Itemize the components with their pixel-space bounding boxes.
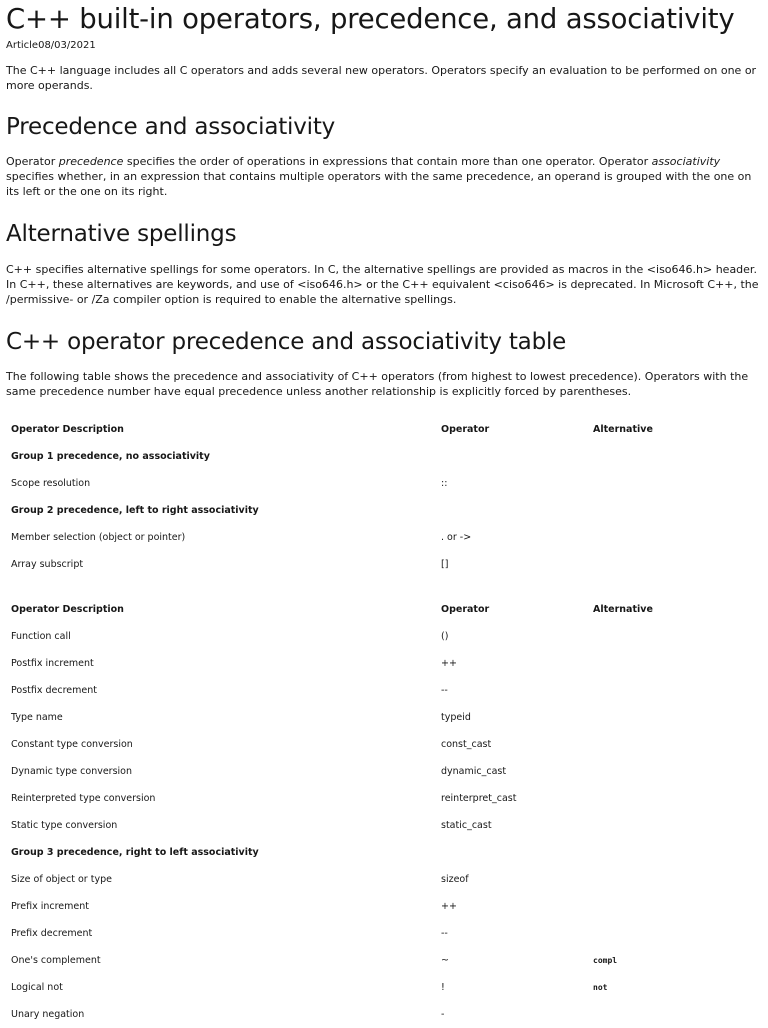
precedence-text-3: specifies whether, in an expression that contains multiple operators with the same precedence, an operand is grouped with the one on its left or the one on its right.	[6, 170, 752, 198]
operator-cell: ::	[441, 478, 448, 489]
alternative-cell	[588, 866, 762, 893]
operator-cell: []	[441, 559, 449, 570]
table-row	[6, 650, 762, 677]
alternative-cell	[588, 551, 762, 578]
precedence-term: precedence	[58, 155, 124, 168]
table-row	[6, 677, 762, 704]
operator-description-cell: Reinterpreted type conversion	[11, 793, 156, 804]
operator-cell: dynamic_cast	[441, 766, 507, 777]
table-intro-paragraph: The following table shows the precedence and associativity of C++ operators (from highest to lowest precedence). Operators with the same precedence number have equal precedence unless another relationship is explicitly forced by parentheses.	[6, 370, 749, 398]
operator-description-cell: Constant type conversion	[11, 739, 133, 750]
operator-description-cell: Type name	[11, 712, 63, 723]
table-row	[6, 470, 762, 497]
operator-description-cell: Postfix increment	[11, 658, 94, 669]
precedence-text-2: specifies the order of operations in expressions that contain more than one operator. Operator	[123, 155, 652, 168]
table-row	[6, 551, 762, 578]
page-title: C++ built-in operators, precedence, and associativity	[6, 3, 735, 35]
header-description: Operator Description	[11, 604, 124, 615]
operator-description-cell: Array subscript	[11, 559, 84, 570]
operator-cell: . or ->	[441, 532, 472, 543]
alternative-cell	[588, 731, 762, 758]
table-row	[6, 731, 762, 758]
table-row	[6, 623, 762, 650]
precedence-paragraph	[6, 154, 762, 199]
alternative-cell	[588, 785, 762, 812]
heading-precedence: Precedence and associativity	[6, 114, 336, 140]
table-row	[6, 704, 762, 731]
table-row	[6, 812, 762, 839]
alternative-cell	[588, 623, 762, 650]
alternative-cell	[588, 812, 762, 839]
operator-description-cell: Static type conversion	[11, 820, 118, 831]
alternative-cell	[588, 677, 762, 704]
operator-cell: static_cast	[441, 820, 492, 831]
alternative-cell	[588, 758, 762, 785]
operator-description-cell: Function call	[11, 631, 71, 642]
article-meta: Article08/03/2021	[6, 40, 96, 51]
alternative-cell	[588, 920, 762, 947]
operator-description-cell: Logical not	[11, 982, 63, 993]
table-group-row	[6, 839, 762, 866]
operator-cell: ~	[441, 955, 449, 966]
header-alternative: Alternative	[593, 424, 653, 435]
table-row	[6, 920, 762, 947]
table-row	[6, 974, 762, 1001]
group-label: Group 2 precedence, left to right associativity	[11, 505, 259, 516]
operator-cell: ++	[441, 901, 457, 912]
operator-description-cell: Scope resolution	[11, 478, 91, 489]
alternative-cell: not	[593, 983, 608, 992]
operator-cell: !	[441, 982, 445, 993]
alternative-cell	[588, 650, 762, 677]
alternative-cell	[588, 524, 762, 551]
header-description: Operator Description	[11, 424, 124, 435]
alternative-cell: compl	[593, 956, 618, 965]
table-row	[6, 758, 762, 785]
operator-description-cell: Prefix decrement	[11, 928, 93, 939]
operator-cell: const_cast	[441, 739, 492, 750]
header-alternative: Alternative	[593, 604, 653, 615]
group-label: Group 3 precedence, right to left associativity	[11, 847, 259, 858]
operator-cell: typeid	[441, 712, 471, 723]
table-header-row	[6, 416, 762, 443]
operator-cell: sizeof	[441, 874, 469, 885]
header-operator: Operator	[441, 604, 490, 615]
operator-table-2	[6, 596, 762, 1028]
intro-paragraph: The C++ language includes all C operators and adds several new operators. Operators specify an evaluation to be performed on one or more operands.	[6, 64, 757, 92]
operator-table-1	[6, 416, 762, 578]
heading-operator-table: C++ operator precedence and associativity table	[6, 329, 567, 355]
precedence-text-1: Operator	[6, 155, 59, 168]
operator-description-cell: Size of object or type	[11, 874, 112, 885]
table-row	[6, 866, 762, 893]
operator-cell: --	[441, 685, 448, 696]
associativity-term: associativity	[651, 155, 721, 168]
alternative-cell	[588, 893, 762, 920]
table-row	[6, 524, 762, 551]
operator-description-cell: Postfix decrement	[11, 685, 97, 696]
alternative-cell	[588, 470, 762, 497]
alternative-paragraph: C++ specifies alternative spellings for some operators. In C, the alternative spellings are provided as macros in the <iso646.h> header. In C++, these alternatives are keywords, and use of <iso646.h> or the C++ equivalent <ciso646> is deprecated. In Microsoft C++, the /permissive- or /Za compiler option is required to enable the alternative spellings.	[6, 263, 759, 306]
operator-description-cell: Unary negation	[11, 1009, 85, 1020]
operator-cell: reinterpret_cast	[441, 793, 517, 804]
operator-cell: -	[441, 1009, 445, 1020]
group-label: Group 1 precedence, no associativity	[11, 451, 210, 462]
table-group-row	[6, 497, 762, 524]
operator-description-cell: One's complement	[11, 955, 101, 966]
operator-cell: ()	[441, 631, 449, 642]
operator-description-cell: Member selection (object or pointer)	[11, 532, 186, 543]
table-row	[6, 785, 762, 812]
table-group-row	[6, 443, 762, 470]
table-row	[6, 947, 762, 974]
operator-description-cell: Prefix increment	[11, 901, 89, 912]
operator-description-cell: Dynamic type conversion	[11, 766, 133, 777]
table-row	[6, 893, 762, 920]
heading-alternative-spellings: Alternative spellings	[6, 221, 237, 247]
header-operator: Operator	[441, 424, 490, 435]
alternative-cell	[588, 704, 762, 731]
operator-cell: --	[441, 928, 448, 939]
operator-cell: ++	[441, 658, 457, 669]
table-header-row	[6, 596, 762, 623]
